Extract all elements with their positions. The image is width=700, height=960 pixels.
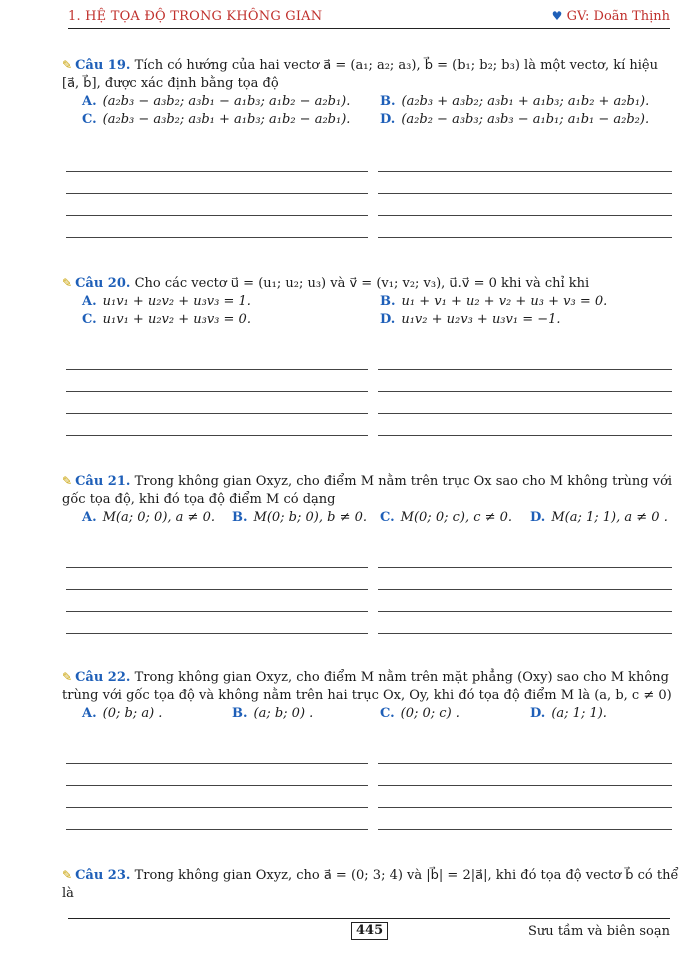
option-text: (a₂b₃ + a₃b₂; a₃b₁ + a₁b₃; a₁b₂ + a₂b₁). bbox=[401, 94, 650, 109]
question-text: Trong không gian Oxyz, cho a⃗ = (0; 3; 4) và |b⃗| = 2|a⃗|, khi đó tọa độ vectơ b⃗ có thể bbox=[134, 868, 679, 883]
options-row bbox=[82, 705, 670, 723]
question-text-line bbox=[62, 274, 670, 293]
option-text: M(a; 1; 1), a ≠ 0 . bbox=[551, 510, 668, 525]
question-label: Câu 19. bbox=[75, 58, 131, 73]
options-row bbox=[82, 509, 670, 527]
question-text-line bbox=[62, 491, 670, 509]
option-text: M(0; 0; c), c ≠ 0. bbox=[400, 510, 513, 525]
options-row bbox=[82, 293, 670, 311]
option-key: A. bbox=[82, 94, 97, 109]
option-b[interactable] bbox=[232, 509, 367, 527]
option-key: D. bbox=[530, 706, 546, 721]
answer-lines bbox=[62, 348, 672, 436]
option-key: B. bbox=[232, 706, 248, 721]
option-key: A. bbox=[82, 510, 97, 525]
option-text: M(0; b; 0), b ≠ 0. bbox=[253, 510, 368, 525]
answer-lines bbox=[62, 150, 672, 238]
question-21 bbox=[62, 472, 673, 527]
option-key: D. bbox=[380, 112, 396, 127]
question-text: [a⃗, b⃗], được xác định bằng tọa độ bbox=[62, 76, 279, 91]
options-row bbox=[82, 111, 670, 129]
question-text-line bbox=[62, 56, 670, 75]
question-text-line bbox=[62, 75, 670, 93]
option-d[interactable] bbox=[530, 509, 668, 527]
option-key: D. bbox=[530, 510, 546, 525]
option-key: B. bbox=[232, 510, 248, 525]
question-label: Câu 23. bbox=[75, 868, 131, 883]
question-label: Câu 21. bbox=[75, 474, 131, 489]
option-key: A. bbox=[82, 294, 97, 309]
chapter-title: 1. HỆ TỌA ĐỘ TRONG KHÔNG GIAN bbox=[68, 9, 323, 24]
option-key: C. bbox=[82, 112, 97, 127]
question-22 bbox=[62, 668, 670, 723]
question-19 bbox=[62, 56, 670, 129]
question-20 bbox=[62, 274, 670, 329]
question-text-line bbox=[62, 687, 670, 705]
option-key: B. bbox=[380, 294, 396, 309]
option-key: B. bbox=[380, 94, 396, 109]
pen-icon: ✎ bbox=[62, 868, 73, 882]
question-text: Trong không gian Oxyz, cho điểm M nằm trên trục Ox sao cho M không trùng với bbox=[134, 474, 673, 489]
answer-lines bbox=[62, 546, 672, 634]
option-text: (a; 1; 1). bbox=[551, 706, 607, 721]
page-header bbox=[68, 8, 670, 29]
option-text: (0; 0; c) . bbox=[400, 706, 460, 721]
page-number: 445 bbox=[351, 922, 388, 940]
option-b[interactable] bbox=[380, 293, 607, 311]
option-a[interactable] bbox=[82, 705, 162, 723]
option-b[interactable] bbox=[380, 93, 649, 111]
option-text: u₁v₂ + u₂v₃ + u₃v₁ = −1. bbox=[401, 312, 561, 327]
option-key: C. bbox=[380, 706, 395, 721]
question-text-line bbox=[62, 472, 673, 491]
answer-lines bbox=[62, 742, 672, 830]
option-text: u₁ + v₁ + u₂ + v₂ + u₃ + v₃ = 0. bbox=[401, 294, 608, 309]
option-c[interactable] bbox=[82, 311, 251, 329]
question-text: Cho các vectơ u⃗ = (u₁; u₂; u₃) và v⃗ = (v₁; v₂; v₃), u⃗.v⃗ = 0 khi và chỉ khi bbox=[134, 276, 590, 291]
option-key: D. bbox=[380, 312, 396, 327]
option-text: (a₂b₃ − a₃b₂; a₃b₁ + a₁b₃; a₁b₂ − a₂b₁). bbox=[102, 112, 351, 127]
option-text: M(a; 0; 0), a ≠ 0. bbox=[102, 510, 215, 525]
option-text: (a; b; 0) . bbox=[253, 706, 314, 721]
option-text: u₁v₁ + u₂v₂ + u₃v₃ = 1. bbox=[102, 294, 251, 309]
question-text: gốc tọa độ, khi đó tọa độ điểm M có dạng bbox=[62, 492, 336, 507]
footer-rule bbox=[68, 918, 670, 919]
heart-icon: ♥ bbox=[551, 9, 563, 23]
option-a[interactable] bbox=[82, 93, 350, 111]
question-label: Câu 22. bbox=[75, 670, 131, 685]
option-c[interactable] bbox=[82, 111, 350, 129]
pen-icon: ✎ bbox=[62, 670, 73, 684]
option-c[interactable] bbox=[380, 509, 512, 527]
option-a[interactable] bbox=[82, 293, 251, 311]
question-label: Câu 20. bbox=[75, 276, 131, 291]
option-b[interactable] bbox=[232, 705, 313, 723]
option-key: C. bbox=[82, 312, 97, 327]
question-23 bbox=[62, 866, 679, 903]
option-d[interactable] bbox=[380, 111, 649, 129]
option-key: A. bbox=[82, 706, 97, 721]
option-key: C. bbox=[380, 510, 395, 525]
author-name: GV: Doãn Thịnh bbox=[566, 9, 670, 24]
option-text: u₁v₁ + u₂v₂ + u₃v₃ = 0. bbox=[102, 312, 251, 327]
pen-icon: ✎ bbox=[62, 58, 73, 72]
question-text-line bbox=[62, 885, 670, 903]
pen-icon: ✎ bbox=[62, 474, 73, 488]
question-text: Tích có hướng của hai vectơ a⃗ = (a₁; a₂; a₃), b⃗ = (b₁; b₂; b₃) là một vectơ, kí hiệu bbox=[134, 58, 658, 73]
option-text: (a₂b₂ − a₃b₃; a₃b₃ − a₁b₁; a₁b₁ − a₂b₂). bbox=[401, 112, 650, 127]
question-text-line bbox=[62, 668, 670, 687]
option-text: (0; b; a) . bbox=[102, 706, 163, 721]
question-text: Trong không gian Oxyz, cho điểm M nằm trên mặt phẳng (Oxy) sao cho M không bbox=[134, 670, 669, 685]
pen-icon: ✎ bbox=[62, 276, 73, 290]
option-c[interactable] bbox=[380, 705, 460, 723]
option-d[interactable] bbox=[380, 311, 561, 329]
options-row bbox=[82, 93, 670, 111]
question-text-line bbox=[62, 866, 679, 885]
author-label bbox=[552, 9, 670, 24]
option-a[interactable] bbox=[82, 509, 215, 527]
footer-credit: Sưu tầm và biên soạn bbox=[528, 924, 670, 939]
option-d[interactable] bbox=[530, 705, 607, 723]
options-row bbox=[82, 311, 670, 329]
question-text: trùng với gốc tọa độ và không nằm trên hai trục Ox, Oy, khi đó tọa độ điểm M là (a, b, c ≠ 0) bbox=[62, 688, 672, 703]
option-text: (a₂b₃ − a₃b₂; a₃b₁ − a₁b₃; a₁b₂ − a₂b₁). bbox=[102, 94, 351, 109]
question-text: là bbox=[62, 886, 74, 901]
